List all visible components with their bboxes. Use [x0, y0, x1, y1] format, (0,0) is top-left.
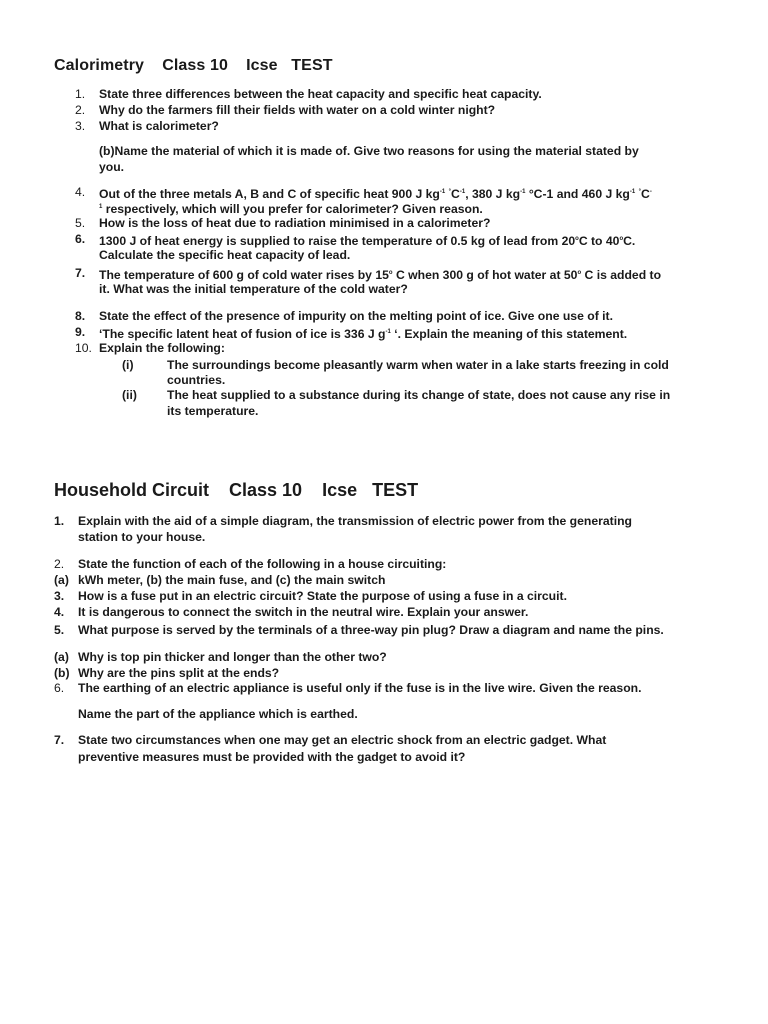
calorimetry-q7-line2: it. What was the initial temperature of the cold water? — [99, 282, 408, 296]
question-number: 9. — [75, 325, 86, 339]
question-number: 1. — [75, 87, 86, 101]
q4-text-c: , 380 J kg — [465, 187, 521, 201]
q4-text-b: C — [451, 187, 460, 201]
calorimetry-q3: What is calorimeter? — [99, 119, 219, 133]
calorimetry-q3b-line1: (b)Name the material of which it is made of. Give two reasons for using the material stated by — [99, 144, 639, 158]
q4-text-line2: respectively, which will you prefer for calorimeter? Given reason. — [105, 202, 483, 216]
q7-text-c: C is added to — [584, 268, 662, 282]
calorimetry-q8: State the effect of the presence of impurity on the melting point of ice. Give one use of it. — [99, 309, 613, 323]
circuit-q6-sub: Name the part of the appliance which is earthed. — [78, 707, 358, 721]
calorimetry-test-title: Calorimetry Class 10 Icse TEST — [54, 57, 333, 74]
q6-text-a: 1300 J of heat energy is supplied to raise the temperature of 0.5 kg of lead from 20 — [99, 234, 576, 248]
question-number: 5. — [75, 216, 86, 230]
question-number: 10. — [75, 341, 92, 355]
question-number: 3. — [54, 589, 65, 603]
q10-ii-line1: The heat supplied to a substance during its change of state, does not cause any rise in — [167, 388, 671, 402]
calorimetry-q4-line1: Out of the three metals A, B and C of specific heat 900 J $kg^{-1}$ $^\circ C^{-1}$, 380 J $kg^{-1}$ °C-1 and 460 J $kg^{-1}$ °C- — [99, 187, 652, 201]
question-number: 2. — [54, 557, 65, 571]
calorimetry-q7-line1: The temperature of 600 g of cold water rises by 15$^o$ C when 300 g of hot water at 50$^o$ C is added to — [99, 268, 662, 282]
circuit-q5: What purpose is served by the terminals of a three-way pin plug? Draw a diagram and name the pins. — [78, 623, 664, 637]
circuit-q2: State the function of each of the following in a house circuiting: — [78, 557, 447, 571]
circuit-q1-line1: Explain with the aid of a simple diagram, the transmission of electric power from the generating — [78, 514, 632, 528]
calorimetry-q4-line2: $^1$ respectively, which will you prefer for calorimeter? Given reason. — [99, 202, 483, 216]
circuit-q6: The earthing of an electric appliance is useful only if the fuse is in the live wire. Given the reason. — [78, 681, 642, 695]
calorimetry-q3b-line2: you. — [99, 160, 125, 174]
question-number: 6. — [75, 232, 86, 246]
circuit-q7-line2: preventive measures must be provided with the gadget to avoid it? — [78, 750, 466, 764]
q9-text-b: ‘. Explain the meaning of this statement. — [394, 327, 628, 341]
calorimetry-q2: Why do the farmers fill their fields with water on a cold winter night? — [99, 103, 496, 117]
q4-text-a: Out of the three metals A, B and C of specific heat 900 J kg — [99, 187, 440, 201]
q4-text-e: C — [641, 187, 650, 201]
question-number: 8. — [75, 309, 86, 323]
circuit-q7-line1: State two circumstances when one may get an electric shock from an electric gadget. What — [78, 733, 607, 747]
question-number: 6. — [54, 681, 65, 695]
q10-i-line1: The surroundings become pleasantly warm when water in a lake starts freezing in cold — [167, 358, 669, 372]
q10-ii-line2: its temperature. — [167, 404, 259, 418]
sub-label: (b) — [54, 666, 70, 680]
question-number: 5. — [54, 623, 65, 637]
calorimetry-q1: State three differences between the heat capacity and specific heat capacity. — [99, 87, 542, 101]
sub-label: (a) — [54, 573, 69, 587]
q6-text-b: C to 40 — [578, 234, 620, 248]
circuit-q5a: Why is top pin thicker and longer than the other two? — [78, 650, 387, 664]
question-number: 7. — [54, 733, 65, 747]
question-number: 7. — [75, 266, 86, 280]
circuit-q1-line2: station to your house. — [78, 530, 206, 544]
question-number: 3. — [75, 119, 86, 133]
q4-text-d: °C-1 and 460 J kg — [528, 187, 630, 201]
calorimetry-q6-line1: 1300 J of heat energy is supplied to raise the temperature of 0.5 kg of lead from 20$^o$C to 40$^o$C. — [99, 234, 636, 248]
q10-sub-label: (i) — [122, 358, 134, 372]
q6-text-c: C. — [623, 234, 636, 248]
sub-label: (a) — [54, 650, 69, 664]
circuit-q4: It is dangerous to connect the switch in the neutral wire. Explain your answer. — [78, 605, 529, 619]
calorimetry-q9: ‘The specific latent heat of fusion of ice is 336 J $g^{-1}$ ‘. Explain the meaning of this statement. — [99, 327, 628, 341]
q7-text-a: The temperature of 600 g of cold water rises by 15 — [99, 268, 389, 282]
calorimetry-q10: Explain the following: — [99, 341, 225, 355]
question-number: 4. — [54, 605, 65, 619]
q10-i-line2: countries. — [167, 373, 226, 387]
calorimetry-q6-line2: Calculate the specific heat capacity of lead. — [99, 248, 351, 262]
q10-sub-label: (ii) — [122, 388, 137, 402]
calorimetry-q5: How is the loss of heat due to radiation minimised in a calorimeter? — [99, 216, 491, 230]
circuit-q5b: Why are the pins split at the ends? — [78, 666, 280, 680]
question-number: 1. — [54, 514, 65, 528]
q7-text-b: C when 300 g of hot water at 50 — [395, 268, 578, 282]
circuit-q2a: kWh meter, (b) the main fuse, and (c) the main switch — [78, 573, 386, 587]
circuit-q3: How is a fuse put in an electric circuit? State the purpose of using a fuse in a circuit. — [78, 589, 567, 603]
question-number: 4. — [75, 185, 86, 199]
question-number: 2. — [75, 103, 86, 117]
q9-text-a: ‘The specific latent heat of fusion of ice is 336 J g — [99, 327, 386, 341]
household-circuit-test-title: Household Circuit Class 10 Icse TEST — [54, 480, 419, 500]
